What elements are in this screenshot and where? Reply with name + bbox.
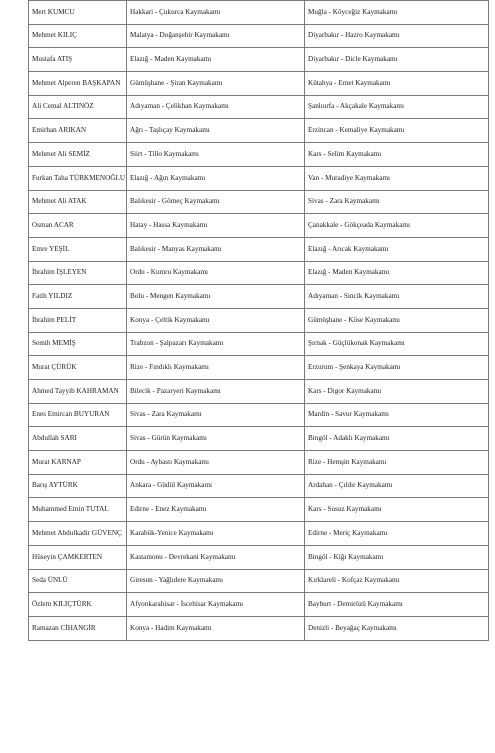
new-post-cell: Elazığ - Maden Kaymakamı [305,261,489,285]
table-row [29,285,489,309]
table-row [29,522,489,546]
name-cell: Mehmet Alperen BAŞKAPAN [29,72,127,96]
name-cell: Ali Cemal ALTINÖZ [29,95,127,119]
table-row [29,95,489,119]
name-cell: Furkan Taha TÜRKMENOĞLU [29,166,127,190]
new-post-cell: Sivas - Zara Kaymakamı [305,190,489,214]
previous-post-cell: Elazığ - Maden Kaymakamı [127,48,305,72]
name-cell: Fatih YILDIZ [29,285,127,309]
previous-post-cell: Trabzon - Şalpazarı Kaymakamı [127,332,305,356]
table-row [29,498,489,522]
new-post-cell: Rize - Hemşin Kaymakamı [305,451,489,475]
name-cell: İbrahim PELİT [29,308,127,332]
previous-post-cell: Hakkari - Çukurca Kaymakamı [127,1,305,25]
name-cell: Ahmed Tayyib KAHRAMAN [29,380,127,404]
previous-post-cell: Afyonkarahisar - İscehisar Kaymakamı [127,593,305,617]
table-row [29,616,489,640]
table-row [29,545,489,569]
new-post-cell: Kars - Digor Kaymakamı [305,380,489,404]
new-post-cell: Gümüşhane - Köse Kaymakamı [305,308,489,332]
new-post-cell: Bingöl - Kiğı Kaymakamı [305,545,489,569]
new-post-cell: Edirne - Meriç Kaymakamı [305,522,489,546]
previous-post-cell: Bolu - Mengen Kaymakamı [127,285,305,309]
name-cell: Seda ÜNLÜ [29,569,127,593]
table-row [29,143,489,167]
name-cell: Mehmet KILIÇ [29,24,127,48]
name-cell: Emirhan ARIKAN [29,119,127,143]
new-post-cell: Şanlıurfa - Akçakale Kaymakamı [305,95,489,119]
assignment-table [28,0,489,641]
new-post-cell: Erzincan - Kemaliye Kaymakamı [305,119,489,143]
previous-post-cell: Adıyaman - Çelikhan Kaymakamı [127,95,305,119]
name-cell: Mustafa ATIŞ [29,48,127,72]
table-row [29,308,489,332]
previous-post-cell: Elazığ - Ağın Kaymakamı [127,166,305,190]
document-page [28,0,488,641]
new-post-cell: Adıyaman - Sincik Kaymakamı [305,285,489,309]
name-cell: Murat KARNAP [29,451,127,475]
name-cell: Mert KUMCU [29,1,127,25]
previous-post-cell: Hatay - Hassa Kaymakamı [127,214,305,238]
name-cell: Mehmet Ali SEMİZ [29,143,127,167]
name-cell: Semih MEMİŞ [29,332,127,356]
previous-post-cell: Sivas - Gürün Kaymakamı [127,427,305,451]
previous-post-cell: Balıkesir - Gömeç Kaymakamı [127,190,305,214]
table-row [29,427,489,451]
new-post-cell: Diyarbakır - Hazro Kaymakamı [305,24,489,48]
new-post-cell: Kırklareli - Kofçaz Kaymakamı [305,569,489,593]
table-row [29,1,489,25]
table-row [29,119,489,143]
name-cell: Emre YEŞİL [29,237,127,261]
previous-post-cell: Konya - Hadim Kaymakamı [127,616,305,640]
previous-post-cell: Edirne - Enez Kaymakamı [127,498,305,522]
name-cell: Mehmet Abdulkadir GÜVENÇ [29,522,127,546]
table-row [29,214,489,238]
previous-post-cell: Siirt - Tillo Kaymakamı [127,143,305,167]
previous-post-cell: Giresun - Yağlıdere Kaymakamı [127,569,305,593]
previous-post-cell: Bilecik - Pazaryeri Kaymakamı [127,380,305,404]
table-row [29,380,489,404]
previous-post-cell: Balıkesir - Manyas Kaymakamı [127,237,305,261]
new-post-cell: Kars - Selim Kaymakamı [305,143,489,167]
name-cell: Mehmet Ali ATAK [29,190,127,214]
name-cell: Osman ACAR [29,214,127,238]
name-cell: Murat ÇÜRÜK [29,356,127,380]
previous-post-cell: Karabük-Yenice Kaymakamı [127,522,305,546]
new-post-cell: Ardahan - Çıldır Kaymakamı [305,474,489,498]
previous-post-cell: Gümüşhane - Şiran Kaymakamı [127,72,305,96]
table-row [29,332,489,356]
table-row [29,451,489,475]
new-post-cell: Erzurum - Şenkaya Kaymakamı [305,356,489,380]
previous-post-cell: Ordu - Kumru Kaymakamı [127,261,305,285]
table-row [29,24,489,48]
name-cell: Muhammed Emin TUTAL [29,498,127,522]
table-row [29,593,489,617]
table-row [29,48,489,72]
name-cell: Hüseyin ÇAMKERTEN [29,545,127,569]
table-row [29,261,489,285]
table-row [29,356,489,380]
new-post-cell: Van - Muradiye Kaymakamı [305,166,489,190]
name-cell: İbrahim İŞLEYEN [29,261,127,285]
name-cell: Enes Emircan BUYURAN [29,403,127,427]
new-post-cell: Kütahya - Emet Kaymakamı [305,72,489,96]
table-row [29,474,489,498]
name-cell: Abdullah SARI [29,427,127,451]
previous-post-cell: Ağrı - Taşlıçay Kaymakamı [127,119,305,143]
new-post-cell: Elazığ - Arıcak Kaymakamı [305,237,489,261]
table-row [29,237,489,261]
table-row [29,72,489,96]
new-post-cell: Denizli - Beyağaç Kaymakamı [305,616,489,640]
previous-post-cell: Ordu - Aybastı Kaymakamı [127,451,305,475]
previous-post-cell: Ankara - Güdül Kaymakamı [127,474,305,498]
previous-post-cell: Rize - Fındıklı Kaymakamı [127,356,305,380]
new-post-cell: Bingöl - Adaklı Kaymakamı [305,427,489,451]
table-row [29,190,489,214]
new-post-cell: Şırnak - Güçlükonak Kaymakamı [305,332,489,356]
previous-post-cell: Sivas - Zara Kaymakamı [127,403,305,427]
new-post-cell: Çanakkale - Gökçeada Kaymakamı [305,214,489,238]
name-cell: Özlem KILIÇTÜRK [29,593,127,617]
new-post-cell: Bayburt - Demirözü Kaymakamı [305,593,489,617]
previous-post-cell: Kastamonu - Devrekani Kaymakamı [127,545,305,569]
table-row [29,403,489,427]
name-cell: Barış AYTÜRK [29,474,127,498]
table-row [29,166,489,190]
previous-post-cell: Konya - Çeltik Kaymakamı [127,308,305,332]
new-post-cell: Mardin - Savur Kaymakamı [305,403,489,427]
table-row [29,569,489,593]
new-post-cell: Kars - Susuz Kaymakamı [305,498,489,522]
new-post-cell: Muğla - Köyceğiz Kaymakamı [305,1,489,25]
new-post-cell: Diyarbakır - Dicle Kaymakamı [305,48,489,72]
previous-post-cell: Malatya - Doğanşehir Kaymakamı [127,24,305,48]
name-cell: Ramazan CİHANGİR [29,616,127,640]
